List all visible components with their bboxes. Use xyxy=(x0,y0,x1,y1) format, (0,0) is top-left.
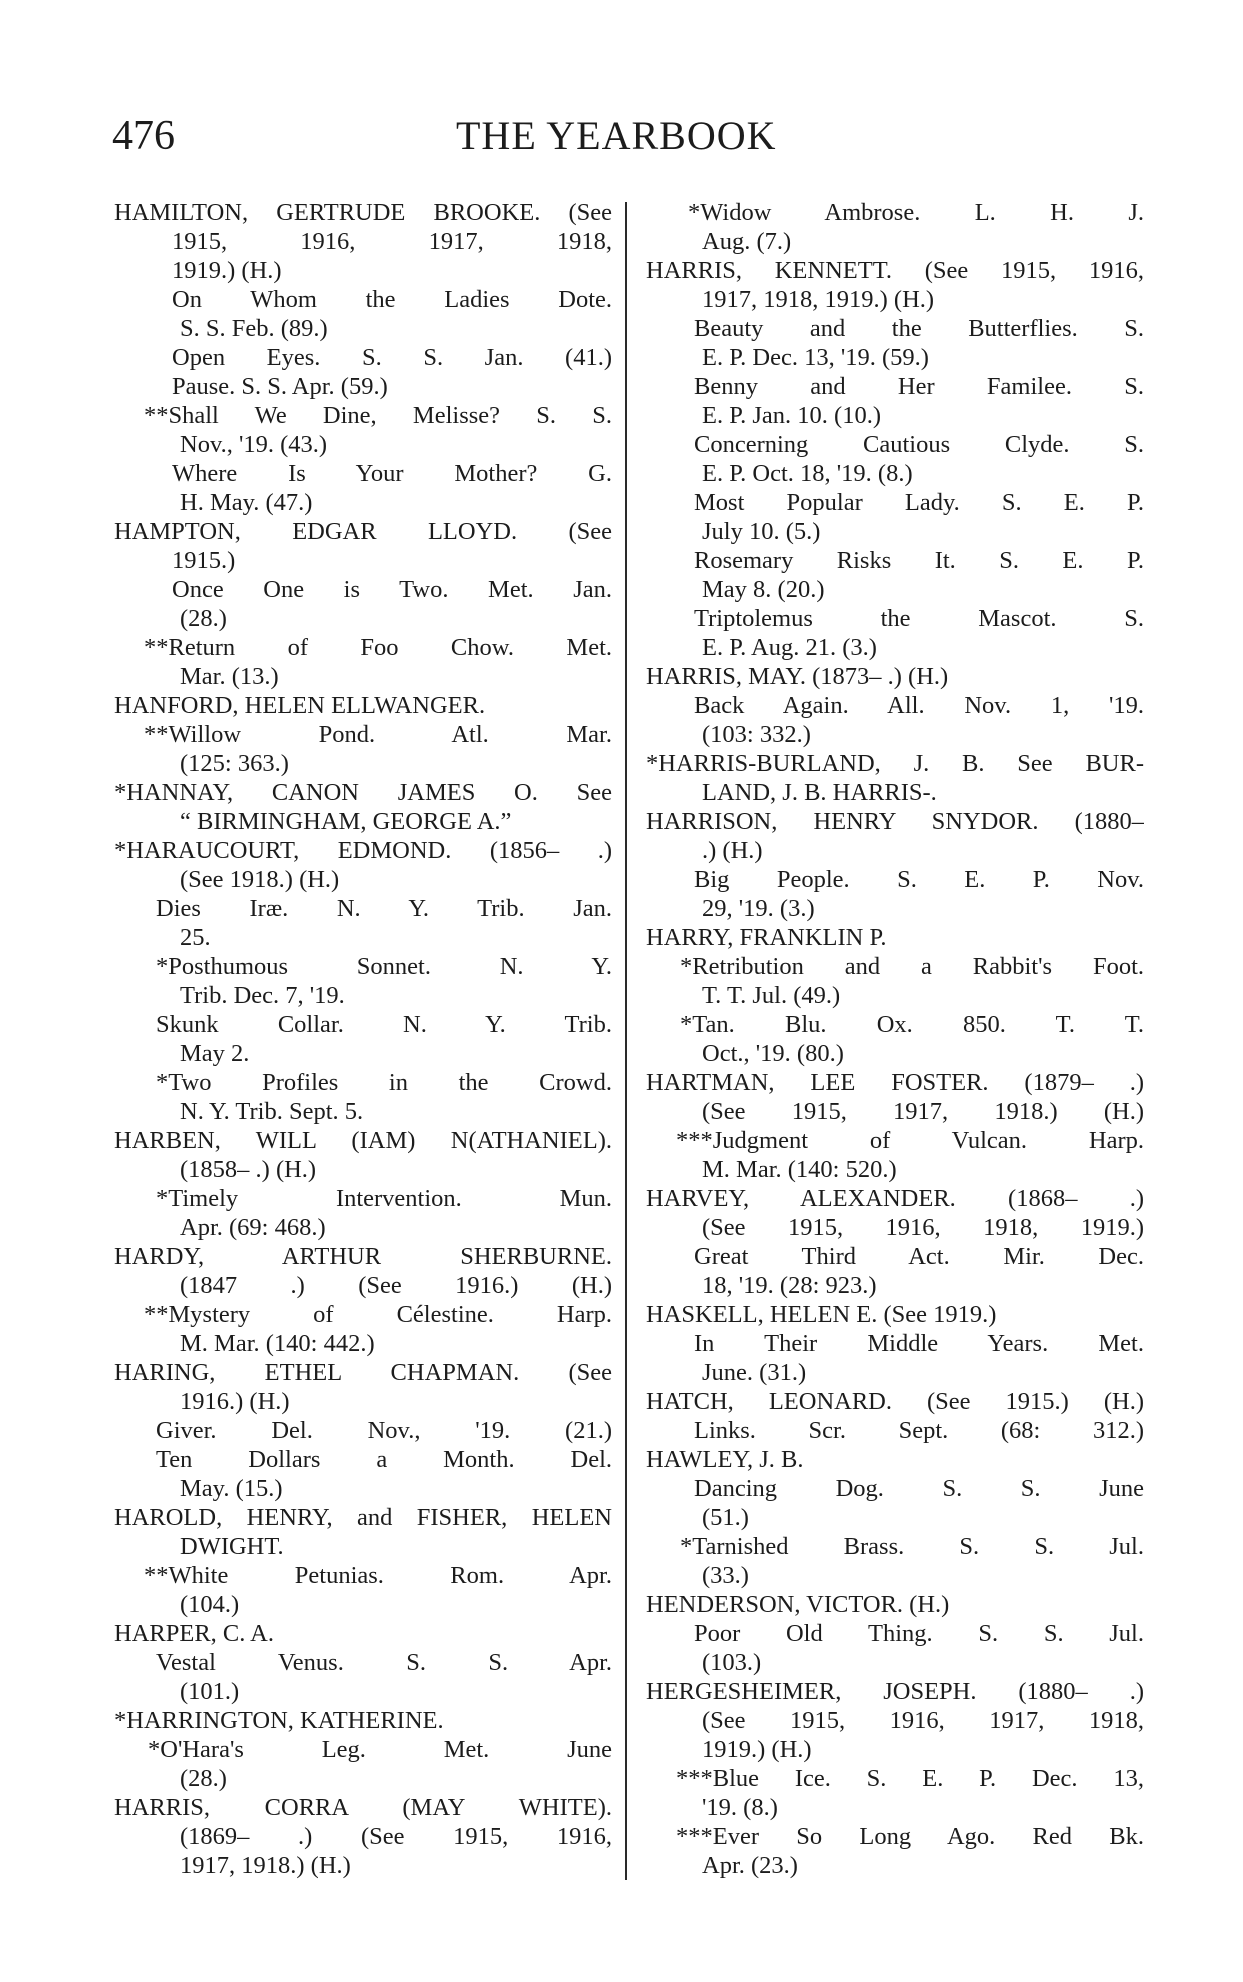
index-line: *HARRIS-BURLAND, J. B. See BUR- xyxy=(646,750,1144,777)
index-line: (28.) xyxy=(180,605,227,632)
index-line: Great Third Act. Mir. Dec. xyxy=(694,1243,1144,1270)
index-line: Triptolemus the Mascot. S. xyxy=(694,605,1144,632)
index-line: **Mystery of Célestine. Harp. xyxy=(144,1301,612,1328)
index-line: HARDY, ARTHUR SHERBURNE. xyxy=(114,1243,612,1270)
index-line: (See 1915, 1916, 1918, 1919.) xyxy=(702,1214,1144,1241)
index-line: Dies Iræ. N. Y. Trib. Jan. xyxy=(156,895,612,922)
index-line: *Tan. Blu. Ox. 850. T. T. xyxy=(680,1011,1144,1038)
index-line: E. P. Jan. 10. (10.) xyxy=(702,402,881,429)
index-line: HAMILTON, GERTRUDE BROOKE. (See xyxy=(114,199,612,226)
index-line: (51.) xyxy=(702,1504,749,1531)
index-line: HARRISON, HENRY SNYDOR. (1880– xyxy=(646,808,1144,835)
index-line: Pause. S. S. Apr. (59.) xyxy=(172,373,388,400)
index-line: ***Ever So Long Ago. Red Bk. xyxy=(676,1823,1144,1850)
index-line: HASKELL, HELEN E. (See 1919.) xyxy=(646,1301,997,1328)
index-line: Concerning Cautious Clyde. S. xyxy=(694,431,1144,458)
index-line: *HARAUCOURT, EDMOND. (1856– .) xyxy=(114,837,612,864)
index-line: June. (31.) xyxy=(702,1359,807,1386)
index-line: Once One is Two. Met. Jan. xyxy=(172,576,612,603)
index-line: LAND, J. B. HARRIS-. xyxy=(702,779,937,806)
index-line: HARBEN, WILL (IAM) N(ATHANIEL). xyxy=(114,1127,612,1154)
index-line: 1915, 1916, 1917, 1918, xyxy=(172,228,612,255)
index-line: *Two Profiles in the Crowd. xyxy=(156,1069,612,1096)
index-line: (See 1918.) (H.) xyxy=(180,866,340,893)
index-line: (28.) xyxy=(180,1765,227,1792)
index-line: May 8. (20.) xyxy=(702,576,825,603)
index-line: (103.) xyxy=(702,1649,762,1676)
index-line: **Return of Foo Chow. Met. xyxy=(144,634,612,661)
index-line: Links. Scr. Sept. (68: 312.) xyxy=(694,1417,1144,1444)
index-line: *HARRINGTON, KATHERINE. xyxy=(114,1707,444,1734)
index-line: Ten Dollars a Month. Del. xyxy=(156,1446,612,1473)
index-line: Poor Old Thing. S. S. Jul. xyxy=(694,1620,1144,1647)
index-line: Trib. Dec. 7, '19. xyxy=(180,982,345,1009)
index-line: M. Mar. (140: 520.) xyxy=(702,1156,897,1183)
index-line: Apr. (23.) xyxy=(702,1852,798,1879)
column-divider xyxy=(625,202,627,1880)
index-line: (See 1915, 1916, 1917, 1918, xyxy=(702,1707,1144,1734)
index-line: Open Eyes. S. S. Jan. (41.) xyxy=(172,344,612,371)
index-line: 1915.) xyxy=(172,547,236,574)
right-column xyxy=(646,198,1144,1880)
page-number: 476 xyxy=(112,113,175,159)
index-line: (125: 363.) xyxy=(180,750,289,777)
index-line: H. May. (47.) xyxy=(180,489,313,516)
index-line: “ BIRMINGHAM, GEORGE A.” xyxy=(180,808,512,835)
index-line: HAMPTON, EDGAR LLOYD. (See xyxy=(114,518,612,545)
index-line: (See 1915, 1917, 1918.) (H.) xyxy=(702,1098,1144,1125)
index-line: Back Again. All. Nov. 1, '19. xyxy=(694,692,1144,719)
index-line: *O'Hara's Leg. Met. June xyxy=(148,1736,612,1763)
index-line: DWIGHT. xyxy=(180,1533,284,1560)
index-line: HARRIS, KENNETT. (See 1915, 1916, xyxy=(646,257,1144,284)
index-line: 1917, 1918.) (H.) xyxy=(180,1852,351,1879)
index-line: HAWLEY, J. B. xyxy=(646,1446,804,1473)
index-line: Where Is Your Mother? G. xyxy=(172,460,612,487)
index-line: (1869– .) (See 1915, 1916, xyxy=(180,1823,612,1850)
index-line: Dancing Dog. S. S. June xyxy=(694,1475,1144,1502)
index-line: *Retribution and a Rabbit's Foot. xyxy=(680,953,1144,980)
index-line: 18, '19. (28: 923.) xyxy=(702,1272,877,1299)
index-line: (104.) xyxy=(180,1591,240,1618)
index-line: HARRIS, CORRA (MAY WHITE). xyxy=(114,1794,612,1821)
index-line: E. P. Oct. 18, '19. (8.) xyxy=(702,460,913,487)
index-line: (1847 .) (See 1916.) (H.) xyxy=(180,1272,612,1299)
index-line: HARPER, C. A. xyxy=(114,1620,274,1647)
index-line: 1916.) (H.) xyxy=(180,1388,290,1415)
index-line: HARVEY, ALEXANDER. (1868– .) xyxy=(646,1185,1144,1212)
index-line: (1858– .) (H.) xyxy=(180,1156,317,1183)
index-line: HENDERSON, VICTOR. (H.) xyxy=(646,1591,950,1618)
index-line: HANFORD, HELEN ELLWANGER. xyxy=(114,692,486,719)
index-line: July 10. (5.) xyxy=(702,518,821,545)
index-line: HERGESHEIMER, JOSEPH. (1880– .) xyxy=(646,1678,1144,1705)
index-line: *Tarnished Brass. S. S. Jul. xyxy=(680,1533,1144,1560)
index-line: Big People. S. E. P. Nov. xyxy=(694,866,1144,893)
index-line: ***Blue Ice. S. E. P. Dec. 13, xyxy=(676,1765,1144,1792)
index-line: Apr. (69: 468.) xyxy=(180,1214,326,1241)
index-line: *Posthumous Sonnet. N. Y. xyxy=(156,953,612,980)
index-line: HARRY, FRANKLIN P. xyxy=(646,924,887,951)
index-line: HARRIS, MAY. (1873– .) (H.) xyxy=(646,663,949,690)
index-line: **Shall We Dine, Melisse? S. S. xyxy=(144,402,612,429)
index-line: HATCH, LEONARD. (See 1915.) (H.) xyxy=(646,1388,1144,1415)
index-line: '19. (8.) xyxy=(702,1794,778,1821)
index-line: Vestal Venus. S. S. Apr. xyxy=(156,1649,612,1676)
index-line: Mar. (13.) xyxy=(180,663,279,690)
index-line: May. (15.) xyxy=(180,1475,283,1502)
index-line: Skunk Collar. N. Y. Trib. xyxy=(156,1011,612,1038)
index-line: On Whom the Ladies Dote. xyxy=(172,286,612,313)
index-line: Beauty and the Butterflies. S. xyxy=(694,315,1144,342)
index-line: E. P. Aug. 21. (3.) xyxy=(702,634,877,661)
index-line: .) (H.) xyxy=(702,837,763,864)
index-line: *HANNAY, CANON JAMES O. See xyxy=(114,779,612,806)
running-head: THE YEARBOOK xyxy=(456,113,777,158)
index-line: 1919.) (H.) xyxy=(172,257,282,284)
index-line: *Widow Ambrose. L. H. J. xyxy=(688,199,1144,226)
index-line: S. S. Feb. (89.) xyxy=(180,315,328,342)
index-line: Oct., '19. (80.) xyxy=(702,1040,844,1067)
index-line: (101.) xyxy=(180,1678,240,1705)
index-line: In Their Middle Years. Met. xyxy=(694,1330,1144,1357)
index-line: HAROLD, HENRY, and FISHER, HELEN xyxy=(114,1504,612,1531)
index-line: Rosemary Risks It. S. E. P. xyxy=(694,547,1144,574)
index-line: 25. xyxy=(180,924,211,951)
index-line: M. Mar. (140: 442.) xyxy=(180,1330,375,1357)
index-line: E. P. Dec. 13, '19. (59.) xyxy=(702,344,929,371)
index-line: Giver. Del. Nov., '19. (21.) xyxy=(156,1417,612,1444)
index-line: T. T. Jul. (49.) xyxy=(702,982,841,1009)
index-line: May 2. xyxy=(180,1040,250,1067)
index-line: ***Judgment of Vulcan. Harp. xyxy=(676,1127,1144,1154)
index-line: Most Popular Lady. S. E. P. xyxy=(694,489,1144,516)
index-line: **White Petunias. Rom. Apr. xyxy=(144,1562,612,1589)
index-line: Benny and Her Familee. S. xyxy=(694,373,1144,400)
index-line: N. Y. Trib. Sept. 5. xyxy=(180,1098,364,1125)
index-line: HARING, ETHEL CHAPMAN. (See xyxy=(114,1359,612,1386)
index-line: 1919.) (H.) xyxy=(702,1736,812,1763)
index-line: Aug. (7.) xyxy=(702,228,792,255)
left-column xyxy=(114,198,612,1880)
index-line: **Willow Pond. Atl. Mar. xyxy=(144,721,612,748)
index-line: (33.) xyxy=(702,1562,749,1589)
index-line: 29, '19. (3.) xyxy=(702,895,815,922)
index-line: HARTMAN, LEE FOSTER. (1879– .) xyxy=(646,1069,1144,1096)
index-line: (103: 332.) xyxy=(702,721,811,748)
index-line: *Timely Intervention. Mun. xyxy=(156,1185,612,1212)
index-line: 1917, 1918, 1919.) (H.) xyxy=(702,286,935,313)
index-line: Nov., '19. (43.) xyxy=(180,431,328,458)
